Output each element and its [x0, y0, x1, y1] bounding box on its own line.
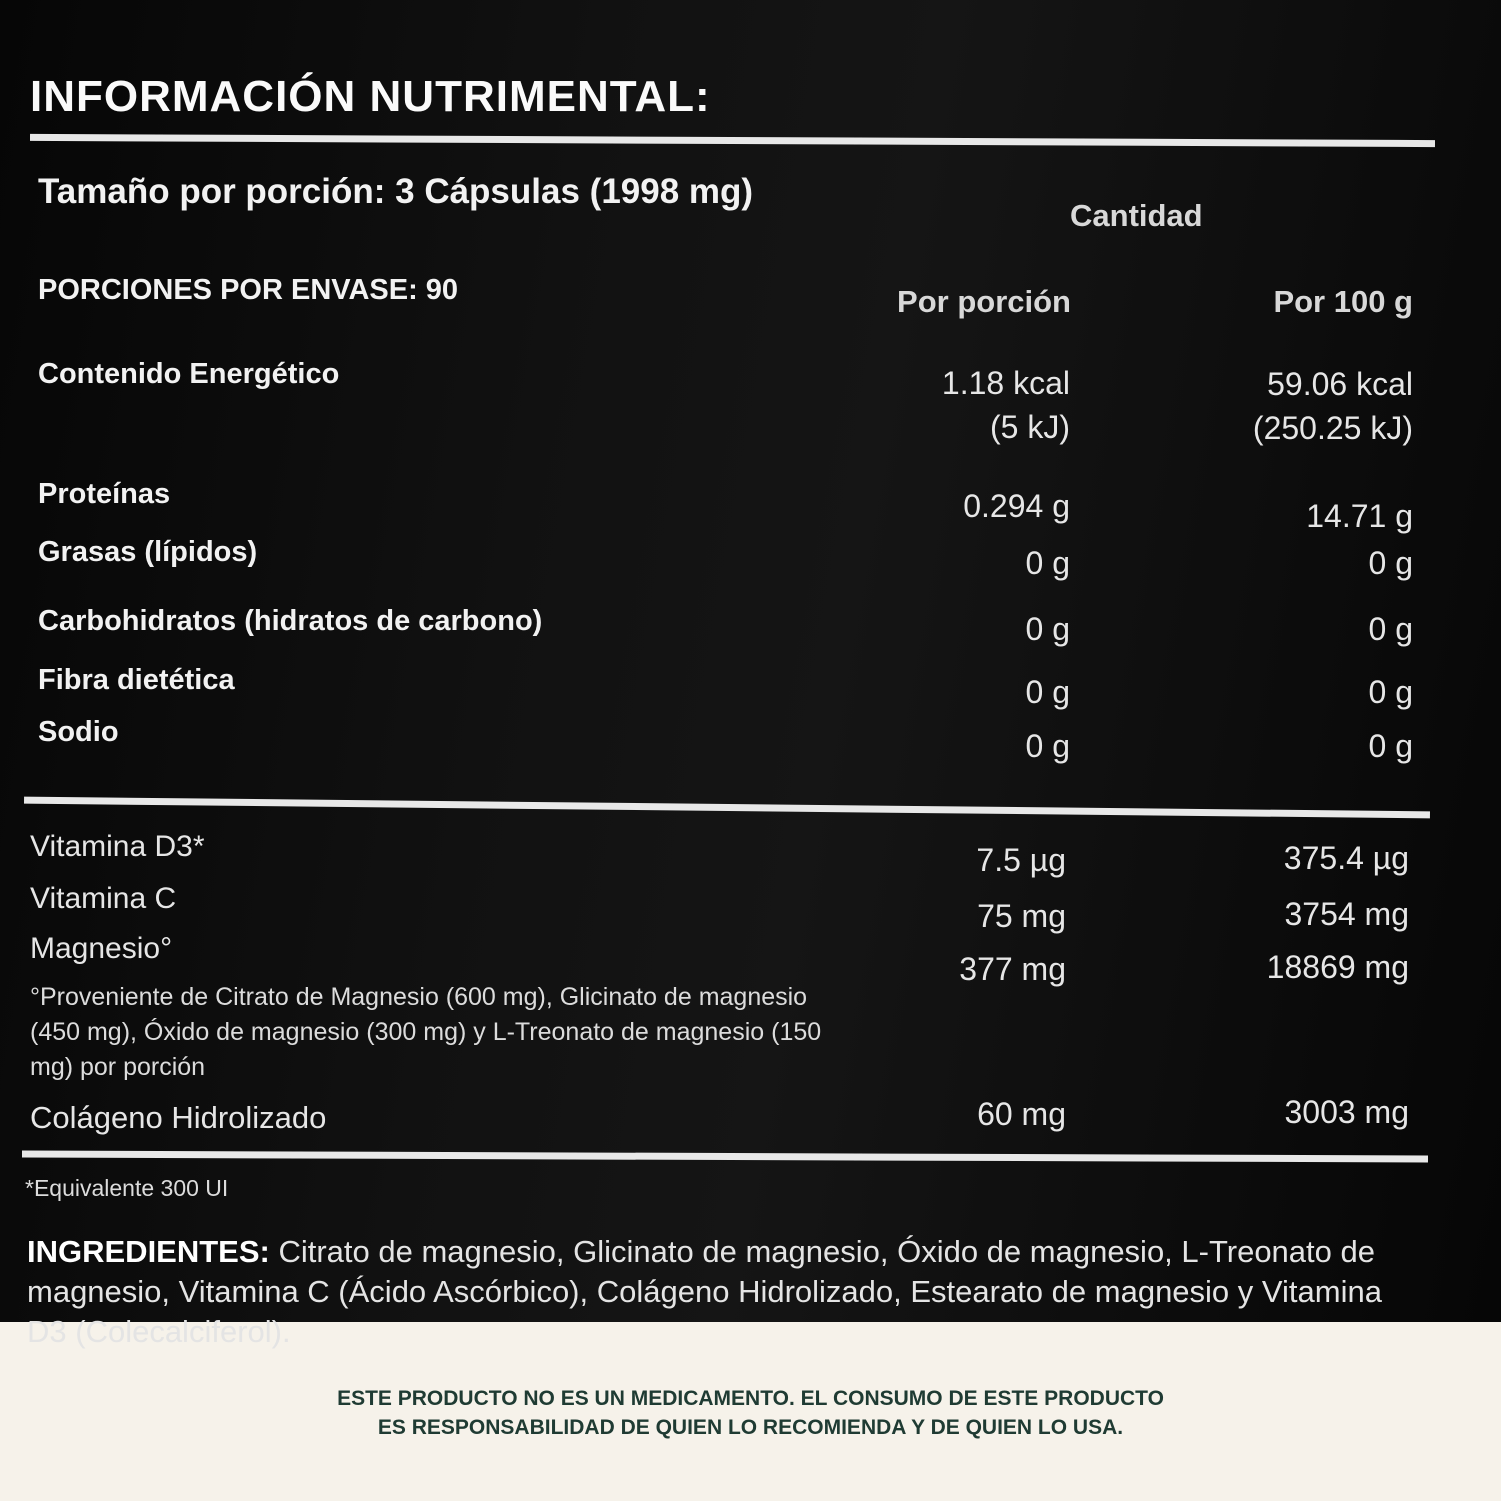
vitamin-c-per-serving: 75 mg — [977, 898, 1066, 934]
nutrient-fats-per-serving: 0 g — [1025, 545, 1070, 581]
collagen-per-serving: 60 mg — [977, 1096, 1066, 1132]
vitamin-d3-per-100g: 375.4 µg — [1283, 840, 1409, 876]
nutrient-sodium-per-100g: 0 g — [1368, 728, 1413, 764]
energy-per-100g-kcal: 59.06 kcal — [1267, 366, 1413, 402]
per-100g-header: Por 100 g — [1273, 284, 1413, 319]
energy-label: Contenido Energético — [38, 358, 340, 390]
amount-header: Cantidad — [1070, 198, 1203, 233]
nutrient-proteins-per-100g: 14.71 g — [1306, 498, 1413, 534]
nutrient-fiber-per-serving: 0 g — [1025, 674, 1070, 710]
vitamin-label-c: Vitamina C — [30, 882, 177, 915]
nutrient-label-fiber: Fibra dietética — [38, 664, 235, 696]
magnesium-per-100g: 18869 mg — [1266, 949, 1409, 985]
title-divider — [30, 134, 1435, 147]
energy-per-100g-kj: (250.25 kJ) — [1252, 410, 1413, 446]
nutrient-carbs-per-100g: 0 g — [1368, 611, 1413, 647]
nutrients-divider — [24, 797, 1430, 819]
vitamin-d3-per-serving: 7.5 µg — [976, 842, 1066, 878]
nutrient-label-proteins: Proteínas — [38, 478, 171, 510]
nutrient-sodium-per-serving: 0 g — [1025, 728, 1070, 764]
ingredients-label: INGREDIENTES: — [27, 1234, 270, 1269]
magnesium-source-note: °Proveniente de Citrato de Magnesio (600 mg), Glicinato de magnesio (450 mg), Óxido de magnesio (300 mg) y L-Treonato de magnesio (150 mg) por porción — [30, 983, 822, 1081]
serving-size: Tamaño por porción: 3 Cápsulas (1998 mg) — [38, 172, 754, 211]
nutrient-carbs-per-serving: 0 g — [1025, 611, 1070, 647]
collagen-per-100g: 3003 mg — [1284, 1094, 1409, 1130]
energy-per-serving-kj: (5 kJ) — [990, 409, 1070, 445]
disclaimer-line-2: ES RESPONSABILIDAD DE QUIEN LO RECOMIENDA Y DE QUIEN LO USA. — [377, 1416, 1124, 1439]
nutrient-fats-per-100g: 0 g — [1368, 545, 1413, 581]
vitamins-divider — [22, 1151, 1428, 1163]
ingredients-text: Citrato de magnesio, Glicinato de magnesio, Óxido de magnesio, L-Treonato de magnesio, Vitamina C (Ácido Ascórbico), Colágeno Hidrolizado, Estearato de magnesio y Vitamina D3 (Colecalciferol). — [27, 1234, 1382, 1349]
energy-per-serving-kcal: 1.18 kcal — [941, 365, 1070, 401]
nutrient-proteins-per-serving: 0.294 g — [963, 488, 1070, 524]
collagen-label: Colágeno Hidrolizado — [30, 1100, 327, 1135]
label-title: INFORMACIÓN NUTRIMENTAL: — [30, 72, 711, 121]
nutrient-fiber-per-100g: 0 g — [1368, 674, 1413, 710]
vitamin-label-d3: Vitamina D3* — [30, 830, 205, 863]
magnesium-per-serving: 377 mg — [959, 951, 1066, 987]
mineral-label-magnesium: Magnesio° — [30, 932, 173, 965]
disclaimer-band — [0, 1322, 1501, 1501]
nutrient-label-fats: Grasas (lípidos) — [38, 536, 258, 568]
disclaimer-line-1: ESTE PRODUCTO NO ES UN MEDICAMENTO. EL CONSUMO DE ESTE PRODUCTO — [337, 1387, 1164, 1410]
per-serving-header: Por porción — [897, 284, 1071, 319]
nutrient-label-carbs: Carbohidratos (hidratos de carbono) — [38, 605, 543, 637]
nutrient-label-sodium: Sodio — [38, 716, 119, 748]
vitamin-c-per-100g: 3754 mg — [1284, 896, 1409, 932]
servings-per-container: PORCIONES POR ENVASE: 90 — [38, 274, 459, 306]
footnote: *Equivalente 300 UI — [25, 1175, 229, 1201]
